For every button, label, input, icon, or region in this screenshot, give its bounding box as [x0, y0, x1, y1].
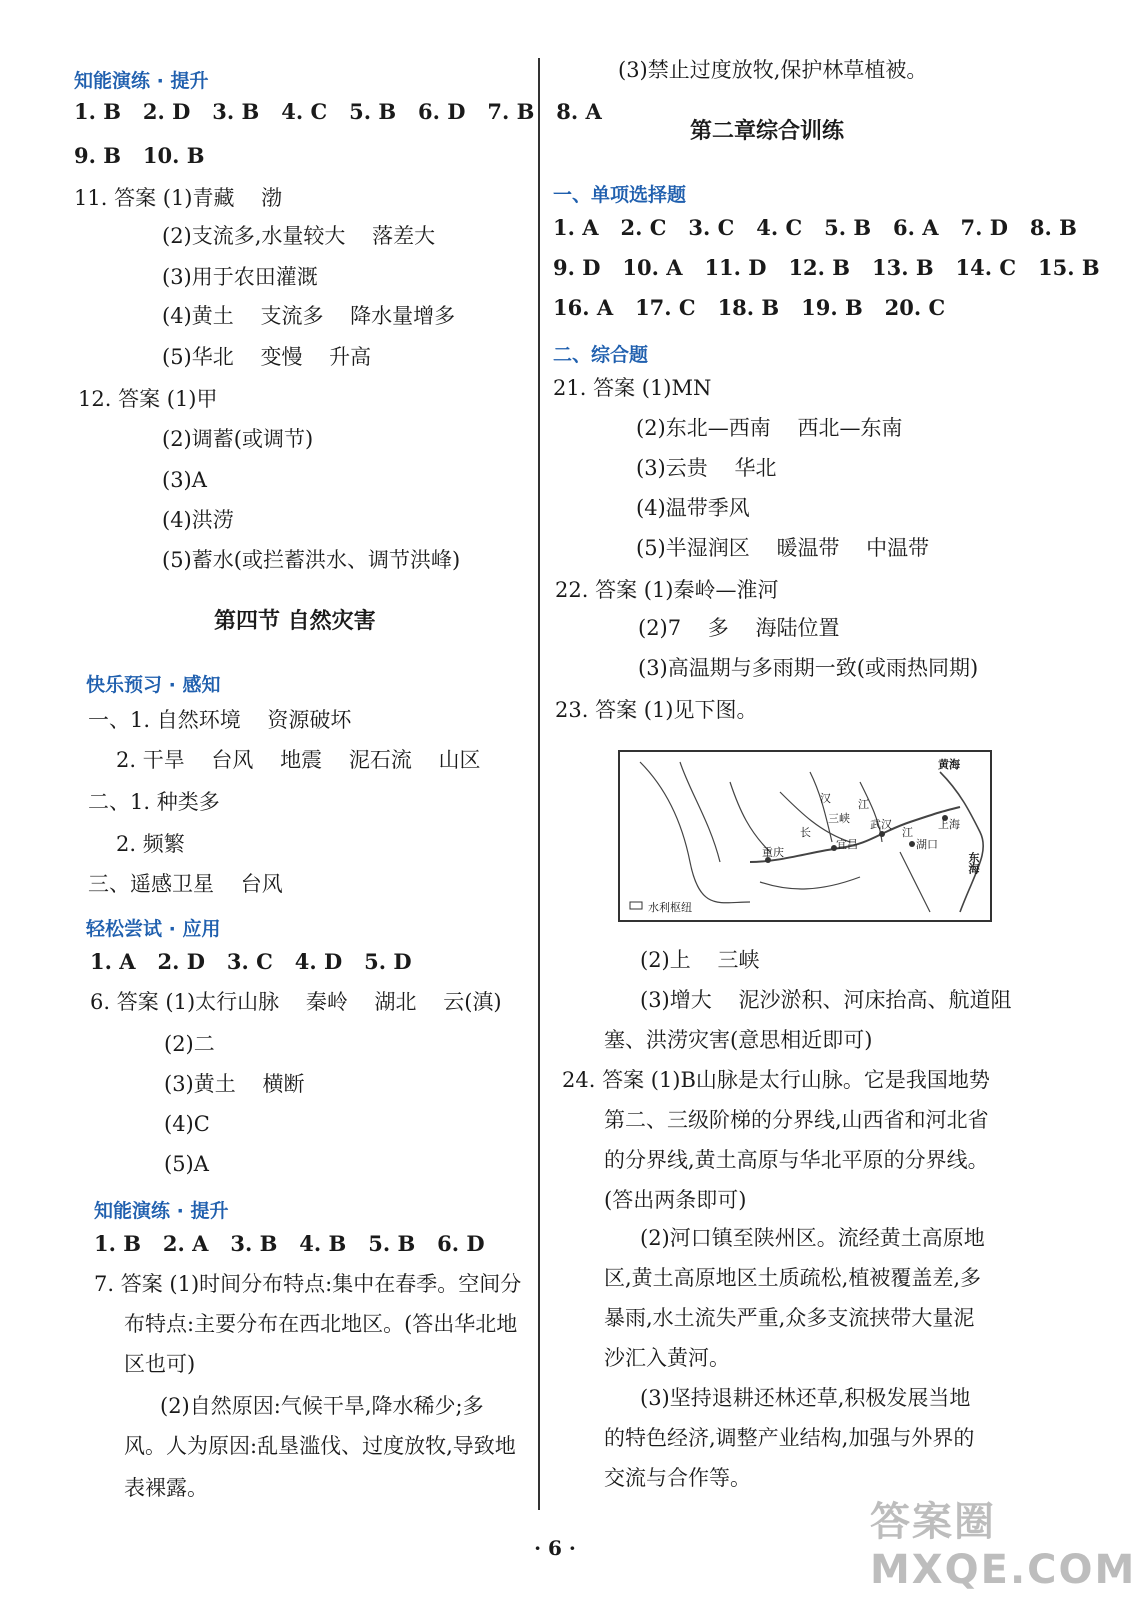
answer-line: (5)蓄水(或拦蓄洪水、调节洪峰) — [162, 548, 461, 572]
answer-line: (2)7 多 海陆位置 — [638, 616, 840, 640]
answer-line: (4)温带季风 — [636, 496, 750, 520]
answer-line: (2)上 三峡 — [640, 948, 760, 972]
answer-line: (2)二 — [164, 1032, 215, 1056]
answer-line: 区,黄土高原地区土质疏松,植被覆盖差,多 — [604, 1266, 982, 1290]
answer-line: 21. 答案 (1)MN — [553, 376, 712, 400]
answer-line: (2)河口镇至陕州区。流经黄土高原地 — [640, 1226, 985, 1250]
heading-zhineng-1: 知能演练 · 提升 — [74, 70, 209, 92]
answer-row: 1. A 2. D 3. C 4. D 5. D — [90, 949, 412, 974]
yangtze-river-map — [618, 750, 992, 922]
answer-line: (3)增大 泥沙淤积、河床抬高、航道阻 — [640, 988, 1012, 1012]
answer-line: (2)东北—西南 西北—东南 — [636, 416, 903, 440]
answer-line: 12. 答案 (1)甲 — [78, 387, 218, 411]
answer-line: 三、遥感卫星 台风 — [88, 872, 283, 896]
answer-line: 第二、三级阶梯的分界线,山西省和河北省 — [604, 1108, 989, 1132]
answer-line: (3)高温期与多雨期一致(或雨热同期) — [638, 656, 979, 680]
answer-line: 布特点:主要分布在西北地区。(答出华北地 — [124, 1312, 518, 1336]
map-label-hukou: 湖口 — [916, 838, 938, 851]
answer-row: 1. B 2. D 3. B 4. C 5. B 6. D 7. B 8. A — [74, 99, 602, 124]
answer-line: (2)自然原因:气候干旱,降水稀少;多 — [160, 1394, 484, 1418]
answer-line: 的分界线,黄土高原与华北平原的分界线。 — [604, 1148, 989, 1172]
map-legend-hydro-hub: 水利枢纽 — [648, 901, 692, 914]
map-label-jiang1: 江 — [858, 798, 869, 811]
map-label-yichang: 宜昌 — [836, 838, 858, 851]
answer-line: 二、1. 种类多 — [88, 790, 220, 814]
answer-row: 9. D 10. A 11. D 12. B 13. B 14. C 15. B — [553, 255, 1100, 280]
answer-line: (3)A — [162, 468, 207, 492]
heading-kuaile: 快乐预习 · 感知 — [86, 674, 221, 696]
answer-line: 2. 干旱 台风 地震 泥石流 山区 — [116, 748, 481, 772]
answer-row: 16. A 17. C 18. B 19. B 20. C — [553, 295, 946, 320]
answer-line: (2)调蓄(或调节) — [162, 427, 314, 451]
map-label-sanxia: 三峡 — [828, 812, 850, 825]
heading-comprehensive: 二、综合题 — [553, 344, 649, 366]
map-label-yellow-sea: 黄海 — [938, 758, 960, 771]
answer-line: (4)C — [164, 1112, 210, 1136]
heading-single-choice: 一、单项选择题 — [553, 184, 687, 206]
answer-line: 暴雨,水土流失严重,众多支流挟带大量泥 — [604, 1306, 975, 1330]
answer-line: (2)支流多,水量较大 落差大 — [162, 224, 436, 248]
answer-line: (3)云贵 华北 — [636, 456, 777, 480]
answer-line: (5)半湿润区 暖温带 中温带 — [636, 536, 930, 560]
map-label-wuhan: 武汉 — [870, 818, 892, 831]
answer-line: 一、1. 自然环境 资源破坏 — [88, 708, 352, 732]
answer-line: 沙汇入黄河。 — [604, 1346, 730, 1370]
answer-line: (3)禁止过度放牧,保护林草植被。 — [618, 58, 928, 82]
answer-line: 塞、洪涝灾害(意思相近即可) — [604, 1028, 873, 1052]
answer-line: (5)华北 变慢 升高 — [162, 345, 372, 369]
answer-line: 2. 频繁 — [116, 832, 185, 856]
answer-line: (4)黄土 支流多 降水量增多 — [162, 304, 456, 328]
answer-row: 9. B 10. B — [74, 143, 205, 168]
answer-line: 23. 答案 (1)见下图。 — [555, 698, 758, 722]
section-title-natural-disasters: 第四节 自然灾害 — [214, 609, 376, 634]
watermark-logo: 答案圈 MXQE.COM — [870, 1499, 1136, 1593]
answer-line: (3)用于农田灌溉 — [162, 265, 318, 289]
answer-line: 表裸露。 — [124, 1476, 208, 1500]
map-label-shanghai: 上海 — [938, 818, 960, 831]
answer-line: 交流与合作等。 — [604, 1466, 751, 1490]
answer-line: (4)洪涝 — [162, 508, 234, 532]
heading-qingsong: 轻松尝试 · 应用 — [86, 918, 221, 940]
map-label-chongqing: 重庆 — [762, 846, 784, 859]
answer-line: (3)坚持退耕还林还草,积极发展当地 — [640, 1386, 971, 1410]
map-label-chang: 长 — [800, 826, 811, 839]
map-label-han: 汉 — [820, 792, 831, 805]
answer-line: 22. 答案 (1)秦岭—淮河 — [555, 578, 779, 602]
heading-zhineng-2: 知能演练 · 提升 — [94, 1200, 229, 1222]
answer-line: 6. 答案 (1)太行山脉 秦岭 湖北 云(滇) — [90, 990, 502, 1014]
map-label-jiang2: 江 — [902, 826, 913, 839]
answer-row: 1. A 2. C 3. C 4. C 5. B 6. A 7. D 8. B — [553, 215, 1077, 240]
answer-line: 的特色经济,调整产业结构,加强与外界的 — [604, 1426, 975, 1450]
answer-line: 风。人为原因:乱垦滥伐、过度放牧,导致地 — [124, 1434, 516, 1458]
answer-line: (5)A — [164, 1152, 209, 1176]
answer-line: (3)黄土 横断 — [164, 1072, 305, 1096]
page-number: · 6 · — [534, 1536, 576, 1560]
answer-line: (答出两条即可) — [604, 1188, 747, 1212]
answer-row: 1. B 2. A 3. B 4. B 5. B 6. D — [94, 1231, 485, 1256]
section-title-chapter2: 第二章综合训练 — [690, 119, 845, 144]
column-divider — [538, 58, 540, 1510]
map-label-east-sea: 东海 — [967, 852, 980, 874]
answer-line: 24. 答案 (1)B山脉是太行山脉。它是我国地势 — [562, 1068, 990, 1092]
answer-line: 11. 答案 (1)青藏 渤 — [74, 186, 283, 210]
answer-line: 7. 答案 (1)时间分布特点:集中在春季。空间分 — [94, 1272, 522, 1296]
answer-line: 区也可) — [124, 1352, 196, 1376]
